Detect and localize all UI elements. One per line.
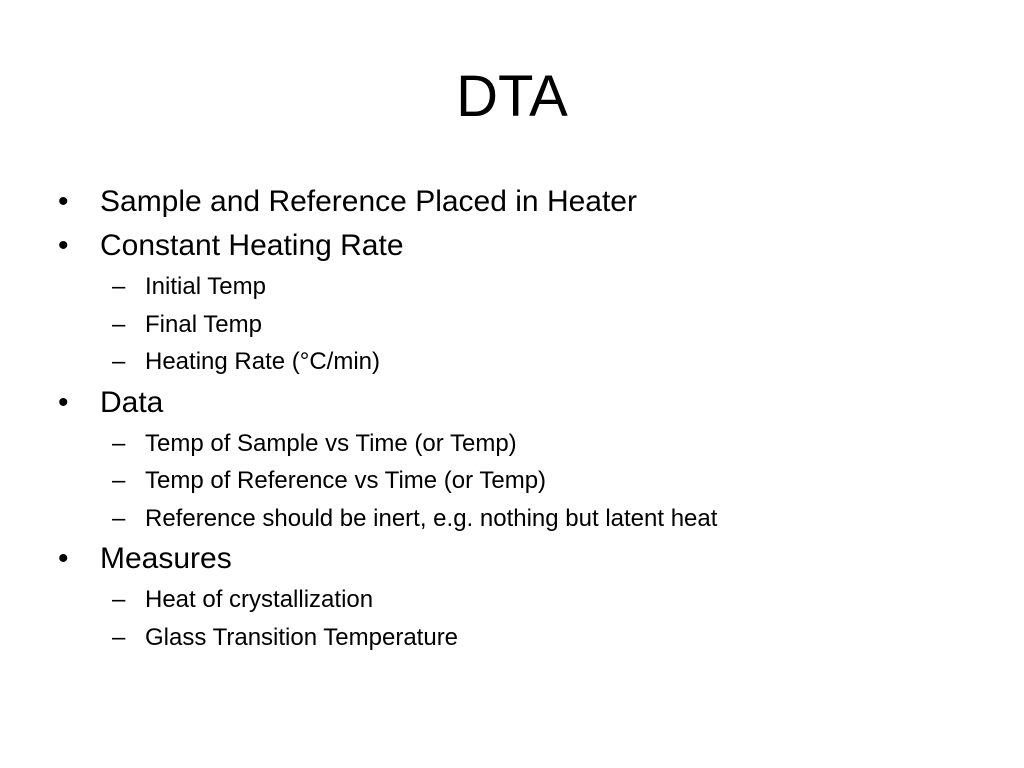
bullet-icon: •	[58, 229, 69, 262]
bullet-icon: •	[58, 185, 69, 218]
sub-bullet-item	[58, 462, 978, 500]
bullet-item	[58, 180, 978, 224]
sub-bullet-text: Heat of crystallization	[145, 586, 374, 613]
bullet-item	[58, 224, 978, 268]
sub-bullet-item	[58, 425, 978, 463]
sub-bullet-text: Initial Temp	[145, 273, 266, 300]
sub-bullet-item	[58, 306, 978, 344]
sub-bullet-item	[58, 581, 978, 619]
sub-bullet-text: Temp of Reference vs Time (or Temp)	[145, 467, 547, 494]
dash-icon: –	[112, 273, 126, 300]
sub-bullet-text: Heating Rate (°C/min)	[145, 348, 381, 375]
bullet-item	[58, 381, 978, 425]
bullet-icon: •	[58, 385, 69, 419]
dash-icon: –	[112, 467, 126, 494]
sub-bullet-item	[58, 268, 978, 306]
dash-icon: –	[112, 348, 126, 375]
slide-title: DTA	[456, 64, 568, 129]
bullet-text: Data	[100, 385, 164, 419]
sub-bullet-text: Temp of Sample vs Time (or Temp)	[145, 429, 517, 457]
dash-icon: –	[112, 310, 126, 338]
sub-bullet-item	[58, 343, 978, 381]
sub-bullet-item	[58, 500, 978, 538]
dash-icon: –	[112, 586, 126, 613]
bullet-text: Sample and Reference Placed in Heater	[100, 185, 637, 218]
bullet-list	[58, 180, 978, 656]
bullet-text: Measures	[100, 542, 232, 575]
bullet-icon: •	[58, 542, 69, 575]
sub-bullet-text: Reference should be inert, e.g. nothing but latent heat	[145, 504, 718, 532]
sub-bullet-item	[58, 619, 978, 657]
bullet-text: Constant Heating Rate	[100, 229, 404, 262]
sub-bullet-text: Glass Transition Temperature	[145, 623, 459, 651]
dash-icon: –	[112, 429, 126, 457]
dash-icon: –	[112, 504, 126, 532]
sub-bullet-text: Final Temp	[145, 310, 262, 338]
dash-icon: –	[112, 623, 126, 651]
bullet-item	[58, 537, 978, 581]
